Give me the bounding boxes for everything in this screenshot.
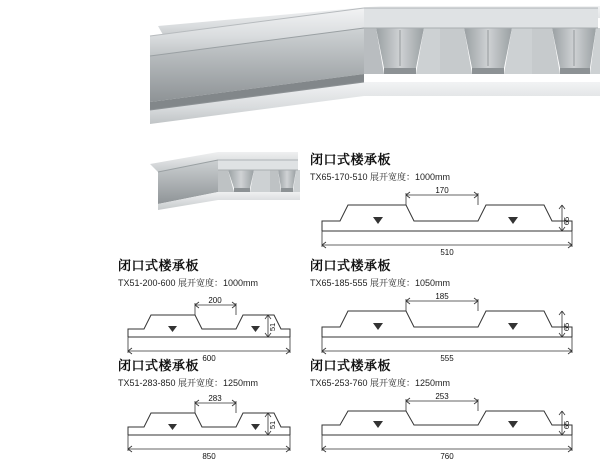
dim-top-label: 200 <box>208 296 222 305</box>
dim-bottom-label: 850 <box>202 452 216 461</box>
dim-bottom-label: 760 <box>440 452 454 461</box>
panel-subtitle: TX65-253-760 展开宽度：1250mm <box>310 378 451 388</box>
spec-panel-tx65-185-555 <box>310 258 595 365</box>
panel-subtitle: TX65-185-555 展开宽度：1050mm <box>310 278 451 288</box>
section-drawing <box>310 293 595 365</box>
spec-panel-tx51-283-850 <box>118 358 300 465</box>
panel-title: 闭口式楼承板 <box>118 358 200 373</box>
panel-title: 闭口式楼承板 <box>310 358 392 373</box>
panel-title: 闭口式楼承板 <box>310 152 392 167</box>
dim-top-label: 185 <box>435 293 449 301</box>
spec-panel-tx65-170-510 <box>310 152 595 259</box>
panel-title: 闭口式楼承板 <box>310 258 392 273</box>
dim-top-label: 170 <box>435 187 449 195</box>
dim-height-label: 65 <box>562 216 571 226</box>
dim-top-label: 283 <box>208 394 222 403</box>
section-drawing <box>310 187 595 259</box>
panel-subtitle: TX51-283-850 展开宽度：1250mm <box>118 378 259 388</box>
spec-panel-tx51-200-600 <box>118 258 300 365</box>
section-drawing <box>118 293 300 365</box>
spec-panel-tx65-253-760 <box>310 358 595 465</box>
dim-height-label: 51 <box>268 420 277 430</box>
dim-height-label: 65 <box>562 322 571 332</box>
panel-subtitle: TX51-200-600 展开宽度：1000mm <box>118 278 259 288</box>
product-photo-small <box>148 150 300 212</box>
dim-bottom-label: 555 <box>440 354 454 363</box>
panel-title: 闭口式楼承板 <box>118 258 200 273</box>
panel-subtitle: TX65-170-510 展开宽度：1000mm <box>310 172 451 182</box>
dim-top-label: 253 <box>435 393 449 401</box>
dim-bottom-label: 600 <box>202 354 216 363</box>
section-drawing <box>310 393 595 465</box>
section-drawing <box>118 393 300 465</box>
dim-bottom-label: 510 <box>440 248 454 257</box>
dim-height-label: 65 <box>562 420 571 430</box>
dim-height-label: 51 <box>268 322 277 332</box>
product-photo-large <box>148 4 600 134</box>
